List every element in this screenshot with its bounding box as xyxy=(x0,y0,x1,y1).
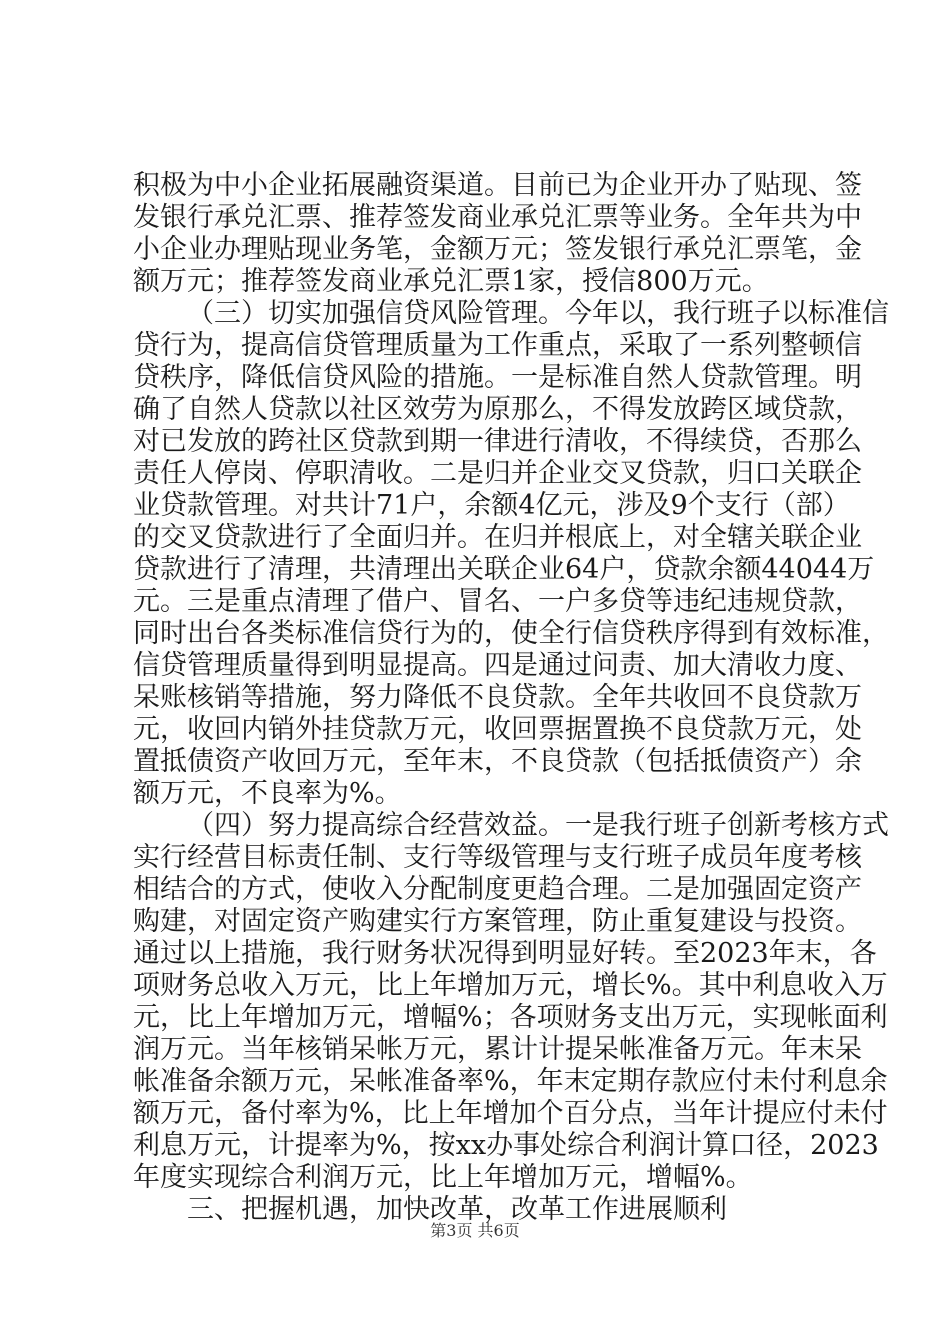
text-line: 额万元，备付率为%，比上年增加个百分点，当年计提应付未付 xyxy=(133,1098,888,1129)
text-line: 购建，对固定资产购建实行方案管理，防止重复建设与投资。 xyxy=(133,906,862,937)
text-line: 元，比上年增加万元，增幅%；各项财务支出万元，实现帐面利 xyxy=(133,1002,888,1033)
text-line: 的交叉贷款进行了全面归并。在归并根底上，对全辖关联企业 xyxy=(133,522,862,553)
text-line: 责任人停岗、停职清收。二是归并企业交叉贷款，归口关联企 xyxy=(133,458,862,489)
section-heading-three: 三、把握机遇，加快改革，改革工作进展顺利 xyxy=(187,1194,727,1225)
text-line: 同时出台各类标准信贷行为的，使全行信贷秩序得到有效标准， xyxy=(133,618,889,649)
text-line: 贷款进行了清理，共清理出关联企业64户，贷款余额44044万 xyxy=(133,554,875,585)
text-line: 润万元。当年核销呆帐万元，累计计提呆帐准备万元。年末呆 xyxy=(133,1034,862,1065)
text-line: 帐准备余额万元，呆帐准备率%，年末定期存款应付未付利息余 xyxy=(133,1066,888,1097)
text-line: 额万元；推荐签发商业承兑汇票1家，授信800万元。 xyxy=(133,266,769,297)
text-line: 元。三是重点清理了借户、冒名、一户多贷等违纪违规贷款， xyxy=(133,586,862,617)
text-line: 发银行承兑汇票、推荐签发商业承兑汇票等业务。全年共为中 xyxy=(133,202,862,233)
text-line: 额万元，不良率为%。 xyxy=(133,778,402,809)
section-heading-3: （三）切实加强信贷风险管理。今年以，我行班子以标准信 xyxy=(187,298,889,329)
text-line: 小企业办理贴现业务笔，金额万元；签发银行承兑汇票笔，金 xyxy=(133,234,862,265)
text-line: 元，收回内销外挂贷款万元，收回票据置换不良贷款万元，处 xyxy=(133,714,862,745)
text-line: 贷行为，提高信贷管理质量为工作重点，采取了一系列整顿信 xyxy=(133,330,862,361)
text-line: 确了自然人贷款以社区效劳为原那么，不得发放跨区域贷款， xyxy=(133,394,862,425)
text-line: 呆账核销等措施，努力降低不良贷款。全年共收回不良贷款万 xyxy=(133,682,862,713)
section-heading-4: （四）努力提高综合经营效益。一是我行班子创新考核方式 xyxy=(187,810,889,841)
page-number-footer: 第3页 共6页 xyxy=(430,1221,520,1240)
text-line: 积极为中小企业拓展融资渠道。目前已为企业开办了贴现、签 xyxy=(133,170,862,201)
text-line: 相结合的方式，使收入分配制度更趋合理。二是加强固定资产 xyxy=(133,874,862,905)
body-text xyxy=(133,170,889,1226)
text-line: 项财务总收入万元，比上年增加万元，增长%。其中利息收入万 xyxy=(133,970,888,1001)
text-line: 利息万元，计提率为%，按xx办事处综合利润计算口径，2023 xyxy=(133,1130,879,1161)
text-line: 通过以上措施，我行财务状况得到明显好转。至2023年末，各 xyxy=(133,938,877,969)
text-line: 业贷款管理。对共计71户，余额4亿元，涉及9个支行（部） xyxy=(133,490,850,521)
text-line: 年度实现综合利润万元，比上年增加万元，增幅%。 xyxy=(133,1162,753,1193)
text-line: 实行经营目标责任制、支行等级管理与支行班子成员年度考核 xyxy=(133,842,862,873)
text-line: 对已发放的跨社区贷款到期一律进行清收，不得续贷，否那么 xyxy=(133,426,862,457)
text-line: 置抵债资产收回万元，至年末，不良贷款（包括抵债资产）余 xyxy=(133,746,862,777)
text-line: 信贷管理质量得到明显提高。四是通过问责、加大清收力度、 xyxy=(133,650,862,681)
text-line: 贷秩序，降低信贷风险的措施。一是标准自然人贷款管理。明 xyxy=(133,362,862,393)
